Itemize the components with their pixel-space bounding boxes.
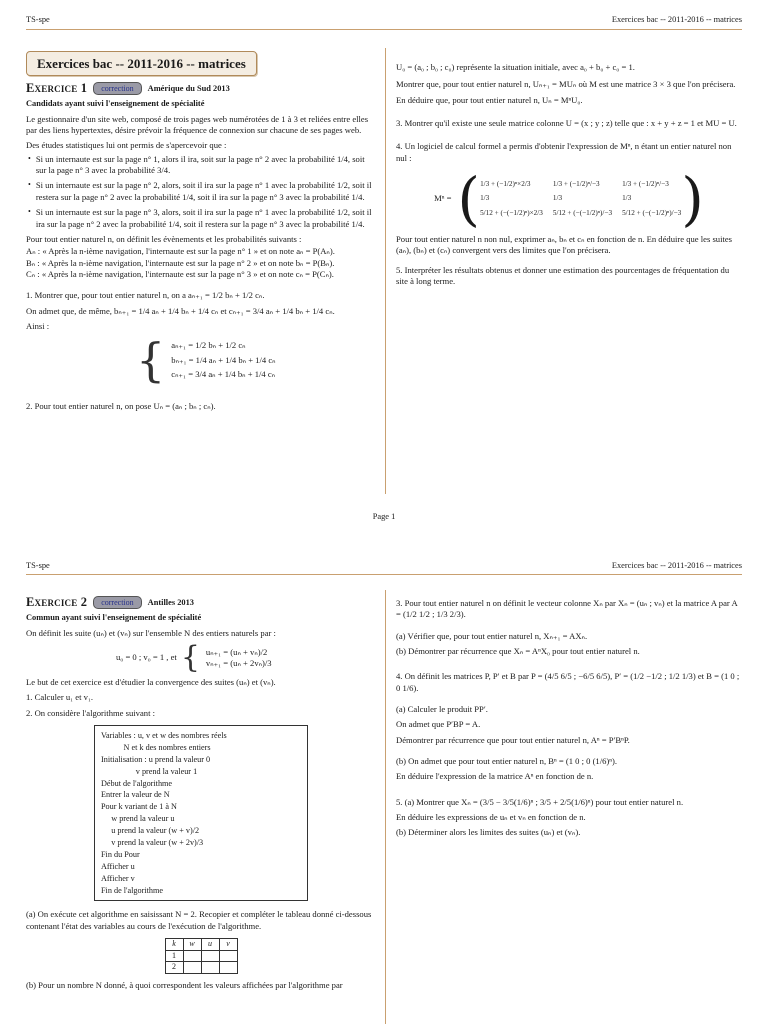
events-intro: Pour tout entier naturel n, on définit les évènements et les probabilités suivants : xyxy=(26,233,302,244)
table-header-row xyxy=(165,939,237,951)
brace-icon: { xyxy=(136,333,166,388)
question-5a-deduce: En déduire les expressions de uₙ et vₙ en fonction de n. xyxy=(396,812,586,823)
table-header: v xyxy=(219,939,237,951)
studies-text: Des études statistiques lui ont permis de s'apercevoir que : xyxy=(26,140,227,151)
header-right: Exercices bac -- 2011-2016 -- matrices xyxy=(611,15,742,24)
header-rule xyxy=(26,29,742,30)
bullet-text: Si un internaute est sur la page n° 3, alors, soit il ira sur la page n° 1 avec la probabilité 1/2, soit il ira sur la page n° 2 avec la probabilité 1/4, soit il restera sur la page n° 3 avec la probabilité 1/4. xyxy=(35,207,372,229)
bullet-text: Si un internaute est sur la page n° 1, alors il ira, soit sur la page n° 2 avec la probabilité 1/4, soit sur la page n° 3 avec la probabilité 3/4. xyxy=(35,153,365,176)
question-5a: 5. (a) Montrer que Xₙ = (3/5 − 3/5(1/6)ⁿ ; 3/5 + 2/5(1/6)ⁿ) pour tout entier naturel n. xyxy=(396,796,684,807)
question-1-admit: On admet que, de même, bₙ₊₁ = 1/4 aₙ + 1/4 bₙ + 1/4 cₙ et cₙ₊₁ = 3/4 aₙ + 1/4 bₙ + 1/4 cₙ. xyxy=(26,305,335,316)
table-cell[interactable] xyxy=(201,950,219,962)
matrix-cell: 1/3 xyxy=(480,194,490,203)
right-column xyxy=(396,62,742,291)
table-cell: 2 xyxy=(165,962,183,974)
table-cell[interactable] xyxy=(183,962,201,974)
algorithm-box xyxy=(94,725,308,901)
list-item xyxy=(28,154,376,177)
left-column xyxy=(26,51,376,417)
question-3: 3. Pour tout entier naturel n on définit le vecteur colonne Xₙ par Xₙ = (uₙ ; vₙ) et la matrice A par A = (1/2 1/2 ; 1/3 2/3). xyxy=(396,598,738,620)
exercise-name: Exercice 1 xyxy=(26,81,88,96)
correction-link[interactable]: correction xyxy=(93,596,141,609)
matrix-cell: 1/3 + (−1/2)ⁿ×2/3 xyxy=(480,179,531,188)
question-4b: (b) On admet que pour tout entier naturel n, Bⁿ = (1 0 ; 0 (1/6)ⁿ). xyxy=(396,756,617,767)
algo-line: Fin du Pour xyxy=(101,849,140,859)
table-cell[interactable] xyxy=(183,950,201,962)
question-3: 3. Montrer qu'il existe une seule matrice colonne U = (x ; y ; z) telle que : x + y + z = 1 et MU = U. xyxy=(396,118,737,129)
exercise-heading xyxy=(26,80,376,97)
system-line-c: cₙ₊₁ = 3/4 aₙ + 1/4 bₙ + 1/4 cₙ xyxy=(171,368,276,379)
algo-line: v prend la valeur (w + 2v)/3 xyxy=(101,837,204,847)
page-number: Page 1 xyxy=(372,512,396,521)
right-paren-icon: ) xyxy=(681,165,704,234)
algo-line: Fin de l'algorithme xyxy=(101,885,163,895)
header-left: TS-spe xyxy=(26,561,50,570)
question-3a: (a) Vérifier que, pour tout entier naturel n, Xₙ₊₁ = AXₙ. xyxy=(396,630,588,641)
brace-icon: { xyxy=(180,639,200,675)
question-4a-admit: On admet que P′BP = A. xyxy=(396,719,481,730)
matrix-cell: 1/3 xyxy=(622,194,632,203)
matrix-cell: 1/3 + (−1/2)ⁿ/−3 xyxy=(552,179,600,188)
column-divider xyxy=(385,48,386,494)
sequence-definition xyxy=(116,639,376,675)
page-header xyxy=(26,14,742,25)
bullet-icon: • xyxy=(28,207,31,217)
algo-line: Initialisation : u prend la valeur 0 xyxy=(101,754,211,764)
algo-line: w prend la valeur u xyxy=(101,814,175,824)
exercise-subtitle: Commun ayant suivi l'enseignement de spécialité xyxy=(26,612,202,622)
definition-text: On définit les suite (uₙ) et (vₙ) sur l'ensemble N des entiers naturels par : xyxy=(26,627,276,638)
question-2a: (a) On exécute cet algorithme en saisissant N = 2. Recopier et compléter le tableau donné ci-dessous contenant l'état des variables au cours de l'exécution de l'algorithme. xyxy=(26,909,372,931)
list-item xyxy=(28,180,376,203)
algo-line: Afficher v xyxy=(101,873,135,883)
u0-definition: U₀ = (a₀ ; b₀ ; c₀) représente la situation initiale, avec a₀ + b₀ + c₀ = 1. xyxy=(396,62,635,72)
matrix-cell: 1/3 + (−1/2)ⁿ/−3 xyxy=(622,179,669,188)
column-divider xyxy=(385,590,386,1024)
exercise-name: Exercice 2 xyxy=(26,595,88,609)
algo-line: Début de l'algorithme xyxy=(101,778,173,788)
matrix-grid xyxy=(480,180,681,219)
list-item xyxy=(28,207,376,230)
bullet-text: Si un internaute est sur la page n° 2, alors, soit il ira sur la page n° 1 avec la probabilité 1/2, soit il restera sur la page n° 2 avec la probabilité 1/4, soit il ira sur la page n° 3 avec la probabilité 1/4. xyxy=(35,180,372,202)
algo-line: u prend la valeur (w + v)/2 xyxy=(101,826,200,836)
correction-link[interactable]: correction xyxy=(93,82,141,95)
table-header: w xyxy=(183,939,201,951)
event-a: Aₙ : « Après la n-ième navigation, l'internaute est sur la page n° 1 » et on note aₙ = P(Aₙ). xyxy=(26,246,335,257)
page-header xyxy=(26,560,742,571)
matrix-mn xyxy=(396,165,742,234)
header-right: Exercices bac -- 2011-2016 -- matrices xyxy=(611,561,742,570)
table-header: u xyxy=(201,939,219,951)
question-2: 2. On considère l'algorithme suivant : xyxy=(26,707,155,718)
recurrence-v: vₙ₊₁ = (uₙ + 2vₙ)/3 xyxy=(205,657,272,668)
ainsi-label: Ainsi : xyxy=(26,320,50,331)
algo-line: Variables : u, v et w des nombres réels xyxy=(101,730,227,740)
document-title: Exercices bac -- 2011-2016 -- matrices xyxy=(26,51,257,76)
bullet-icon: • xyxy=(28,153,31,163)
left-paren-icon: ( xyxy=(457,165,481,234)
event-b: Bₙ : « Après la n-ième navigation, l'internaute est sur la page n° 2 » et on note bₙ = P(Bₙ). xyxy=(26,257,335,268)
header-left: TS-spe xyxy=(26,15,50,24)
bullet-icon: • xyxy=(28,180,31,190)
matrix-cell: 5/12 + (−(−1/2)ⁿ)×2/3 xyxy=(480,208,543,217)
table-row xyxy=(165,962,237,974)
table-cell[interactable] xyxy=(201,962,219,974)
question-3b: (b) Démontrer par récurrence que Xₙ = AⁿX₀ pour tout entier naturel n. xyxy=(396,646,640,657)
matrix-cell: 5/12 + (−(−1/2)ⁿ)/−3 xyxy=(622,208,682,217)
table-row xyxy=(165,950,237,962)
recurrence-system xyxy=(136,333,376,388)
deduce-un: En déduire que, pour tout entier naturel n, Uₙ = MⁿU₀. xyxy=(396,94,583,105)
question-1: 1. Montrer que, pour tout entier naturel n, on a aₙ₊₁ = 1/2 bₙ + 1/2 cₙ. xyxy=(26,290,265,301)
goal-text: Le but de cet exercice est d'étudier la convergence des suites (uₙ) et (vₙ). xyxy=(26,676,276,687)
algo-line: N et k des nombres entiers xyxy=(101,742,211,752)
intro-text: Le gestionnaire d'un site web, composé de trois pages web numérotées de 1 à 3 et reliées entre elles par des liens hypertextes, désire prévoir la fréquence de connexion sur chacune de ses pages web. xyxy=(26,113,369,136)
question-2b: (b) Pour un nombre N donné, à quoi correspondent les valeurs affichées par l'algorithme par xyxy=(26,979,343,990)
event-c: Cₙ : « Après la n-ième navigation, l'internaute est sur la page n° 3 » et on note cₙ = P(Cₙ). xyxy=(26,268,334,279)
table-cell: 1 xyxy=(165,950,183,962)
system-line-a: aₙ₊₁ = 1/2 bₙ + 1/2 cₙ xyxy=(171,340,246,351)
question-4: 4. Un logiciel de calcul formel a permis d'obtenir l'expression de Mⁿ, n étant un entier naturel non nul : xyxy=(396,141,732,163)
matrix-mn-label: Mⁿ = xyxy=(434,193,452,204)
question-4-text: Pour tout entier naturel n non nul, exprimer aₙ, bₙ et cₙ en fonction de n. En déduire que les suites (aₙ), (bₙ) et (cₙ) convergent vers des limites que l'on précisera. xyxy=(396,234,733,256)
variables-table xyxy=(165,938,238,974)
algo-line: Entrer la valeur de N xyxy=(101,790,170,800)
question-4b-deduce: En déduire l'expression de la matrice Aⁿ en fonction de n. xyxy=(396,771,594,782)
recurrence-u: uₙ₊₁ = (uₙ + vₙ)/2 xyxy=(205,646,268,657)
exercise-heading xyxy=(26,594,376,611)
table-header: k xyxy=(165,939,183,951)
system-line-b: bₙ₊₁ = 1/4 aₙ + 1/4 bₙ + 1/4 cₙ xyxy=(171,354,276,365)
exercise-source: Amérique du Sud 2013 xyxy=(147,83,230,93)
initial-values: u₀ = 0 ; v₀ = 1 , et xyxy=(116,652,177,663)
question-5: 5. Interpréter les résultats obtenus et donner une estimation des pourcentages de fréquentation du site à long terme. xyxy=(396,264,730,287)
exercise-source: Antilles 2013 xyxy=(147,597,194,607)
algo-line: Afficher u xyxy=(101,861,135,871)
algo-line: Pour k variant de 1 à N xyxy=(101,802,177,812)
exercise-subtitle: Candidats ayant suivi l'enseignement de spécialité xyxy=(26,98,205,108)
question-4: 4. On définit les matrices P, P′ et B par P = (4/5 6/5 ; −6/5 6/5), P′ = (1/2 −1/2 ; 1/2 1/3) et B = (1 0 ; 0 1/6). xyxy=(396,671,740,693)
header-rule xyxy=(26,574,742,575)
question-2: 2. Pour tout entier naturel n, on pose Uₙ = (aₙ ; bₙ ; cₙ). xyxy=(26,401,216,412)
algo-line: v prend la valeur 1 xyxy=(101,766,198,776)
table-cell[interactable] xyxy=(219,962,237,974)
matrix-cell: 5/12 + (−(−1/2)ⁿ)/−3 xyxy=(552,208,613,217)
question-4a: (a) Calculer le produit PP′. xyxy=(396,704,488,715)
question-4a-prove: Démontrer par récurrence que pour tout entier naturel n, Aⁿ = P′BⁿP. xyxy=(396,734,630,745)
show-recurrence: Montrer que, pour tout entier naturel n, Uₙ₊₁ = MUₙ où M est une matrice 3 × 3 que l'on précisera. xyxy=(396,79,736,90)
table-cell[interactable] xyxy=(219,950,237,962)
question-1: 1. Calculer u₁ et v₁. xyxy=(26,692,94,703)
matrix-cell: 1/3 xyxy=(552,194,563,203)
question-5b: (b) Déterminer alors les limites des suites (uₙ) et (vₙ). xyxy=(396,827,581,838)
right-column xyxy=(396,598,742,843)
left-column xyxy=(26,592,376,995)
